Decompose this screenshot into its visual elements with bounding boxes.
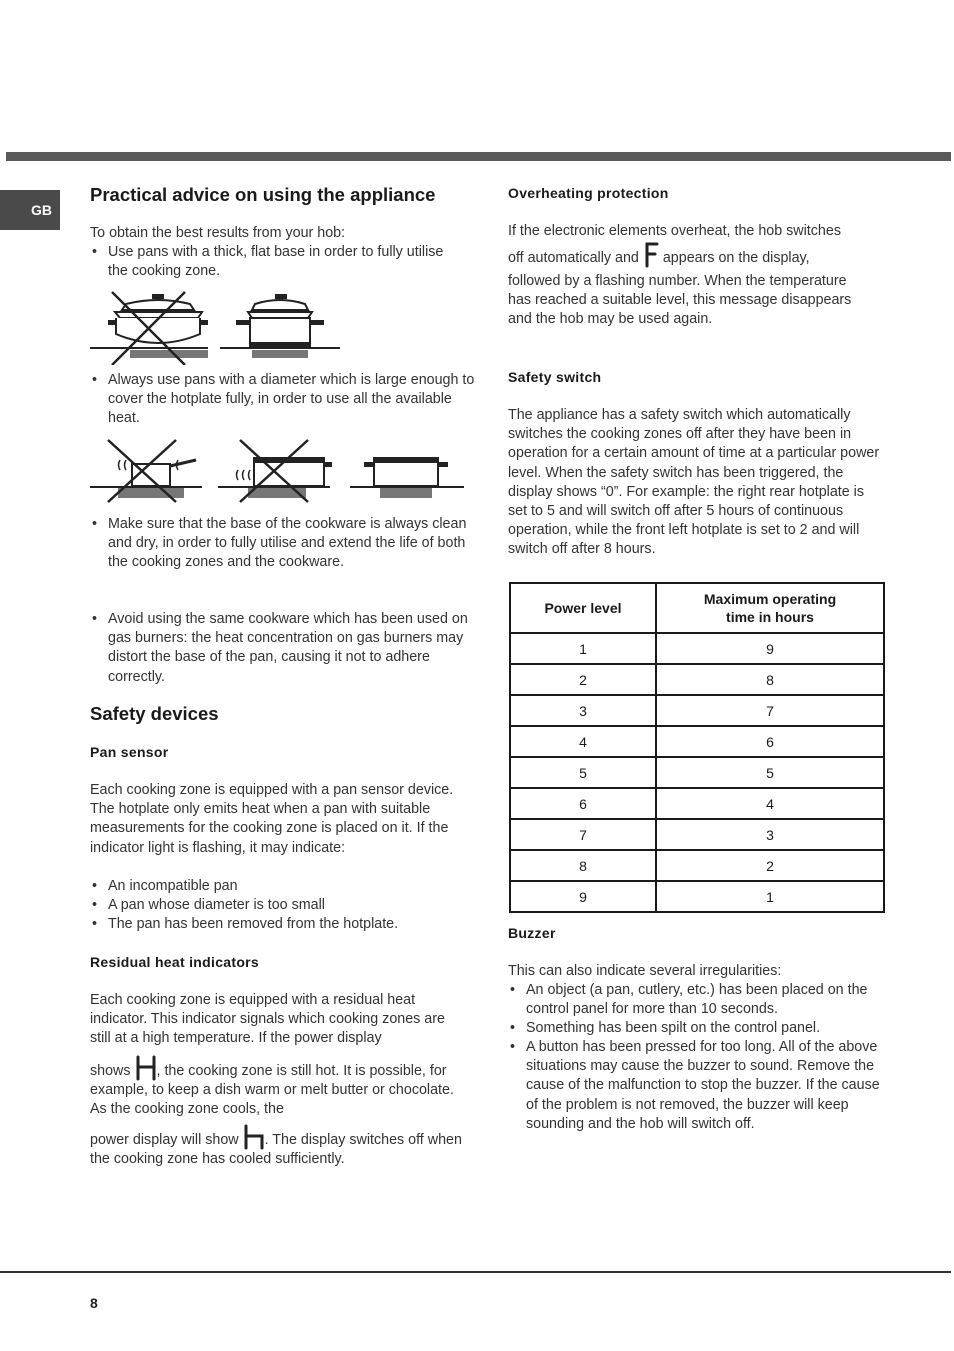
page-number: 8 [90,1295,98,1311]
max-time-cell: 2 [656,850,884,881]
residual-heat-text-3: power display will show [90,1132,239,1148]
section-title-safety-devices: Safety devices [90,703,219,724]
residual-shows-word: shows [90,1063,131,1079]
residual-heat-text-1: Each cooking zone is equipped with a residual heat indicator. This indicator signals which cooking zones are still at a high temperature. If the power display [90,992,445,1047]
residual-heat-text-2: , the cooking zone is still hot. It is possible, for example, to keep a dish warm or melt butter or chocolate. As the cooking zone cools, the [90,1063,454,1118]
table-row [510,881,884,912]
hot-h-symbol-icon [135,1055,157,1081]
language-tab [0,190,60,230]
pan-sensor-item-3: • The pan has been removed from the hotplate. [90,915,476,934]
buzzer-item-3: • A button has been pressed for too long. All of the above situations may cause the buzzer to sound. Remove the cause of the malfunction to stop the buzzer. If the cause of the problem is not removed, the buzzer will keep sounding and the hob will switch off. [508,1038,884,1134]
flat-pan-correct-icon [220,294,340,358]
power-level-cell: 1 [510,633,656,664]
small-pan-crossed-icon [90,440,202,502]
max-time-cell: 6 [656,726,884,757]
buzzer-heading: Buzzer [508,925,556,941]
max-time-header [656,583,884,633]
power-level-cell: 3 [510,695,656,726]
matching-pan-correct-icon [350,458,464,498]
pan-sensor-item-1: • An incompatible pan [90,877,476,896]
max-time-header-line-2: time in hours [726,609,814,625]
max-time-cell: 7 [656,695,884,726]
power-level-cell: 7 [510,819,656,850]
residual-heat-paragraph-3 [90,1124,464,1169]
power-level-cell: 5 [510,757,656,788]
power-level-cell: 4 [510,726,656,757]
table-row [510,633,884,664]
overheating-text-3: followed by a flashing number. When the temperature has reached a suitable level, this message disappears and the hob may be used again. [508,273,852,328]
warped-pan-crossed-icon [90,292,208,365]
pan-sensor-item-2: • A pan whose diameter is too small [90,896,476,915]
flat-base-pans-illustration [90,290,340,365]
overheating-line-2 [508,242,884,268]
bottom-rule [0,1271,951,1273]
residual-heat-text-4: . The display switches off when the cooking zone has cooled sufficiently. [90,1132,462,1168]
table-row [510,757,884,788]
power-level-table [509,582,885,913]
intro-text: To obtain the best results from your hob: [90,225,346,241]
max-time-cell: 4 [656,788,884,819]
safety-switch-text: The appliance has a safety switch which automatically switches the cooking zones off after they have been in operation for a certain amount of time at a particular power level. When the safety switch has been triggered, the display shows “0”. For example: the right rear hotplate is set to 5 and will switch off after 5 hours of continuous operation, while the front left hotplate is set to 2 and will switch off after 8 hours. [508,407,880,558]
residual-heat-heading: Residual heat indicators [90,954,260,970]
f-symbol-icon [643,242,659,268]
advice-bullet-4: • Avoid using the same cookware which has been used on gas burners: the heat concentration on gas burners may distort the base of the pan, causing it not to adhere correctly. [90,610,476,687]
table-header-row [510,583,884,633]
overheating-text-2b: appears on the display, [662,250,810,266]
overheating-text-1: If the electronic elements overheat, the hob switches [508,223,841,239]
language-tab-label: GB [31,202,52,218]
cooling-h-symbol-icon [243,1124,265,1150]
max-time-cell: 5 [656,757,884,788]
buzzer-item-1: • An object (a pan, cutlery, etc.) has been placed on the control panel for more than 10 seconds. [508,981,884,1019]
max-time-cell: 1 [656,881,884,912]
table-row [510,850,884,881]
section-title-practical-advice: Practical advice on using the appliance [90,184,436,205]
overheating-heading: Overheating protection [508,185,669,201]
safety-switch-heading: Safety switch [508,369,602,385]
top-rule [6,152,951,161]
table-row [510,819,884,850]
advice-bullet-2: • Always use pans with a diameter which is large enough to cover the hotplate fully, in order to use all the available heat. [90,371,476,429]
table-row [510,695,884,726]
pan-offset-crossed-icon [218,440,332,502]
buzzer-intro: This can also indicate several irregularities: [508,963,782,979]
advice-bullet-1: • Use pans with a thick, flat base in order to fully utilise the cooking zone. [90,243,462,281]
advice-bullet-3: • Make sure that the base of the cookware is always clean and dry, in order to fully utilise and extend the life of both the cooking zones and the cookware. [90,515,476,573]
pan-sensor-text: Each cooking zone is equipped with a pan sensor device. The hotplate only emits heat when a pan with suitable measurements for the cooking zone is placed on it. If the indicator light is flashing, it may indicate: [90,782,454,856]
max-time-cell: 8 [656,664,884,695]
power-level-header: Power level [510,583,656,633]
pan-sensor-heading: Pan sensor [90,744,169,760]
table-row [510,726,884,757]
residual-heat-paragraph-2 [90,1055,464,1120]
buzzer-item-2: • Something has been spilt on the control panel. [508,1019,884,1038]
power-level-cell: 9 [510,881,656,912]
table-row [510,788,884,819]
power-level-cell: 6 [510,788,656,819]
pan-diameter-illustration [90,436,465,504]
max-time-cell: 9 [656,633,884,664]
power-level-cell: 2 [510,664,656,695]
overheating-text-2a: off automatically and [508,250,639,266]
table-row [510,664,884,695]
max-time-cell: 3 [656,819,884,850]
power-level-cell: 8 [510,850,656,881]
max-time-header-line-1: Maximum operating [703,591,837,607]
